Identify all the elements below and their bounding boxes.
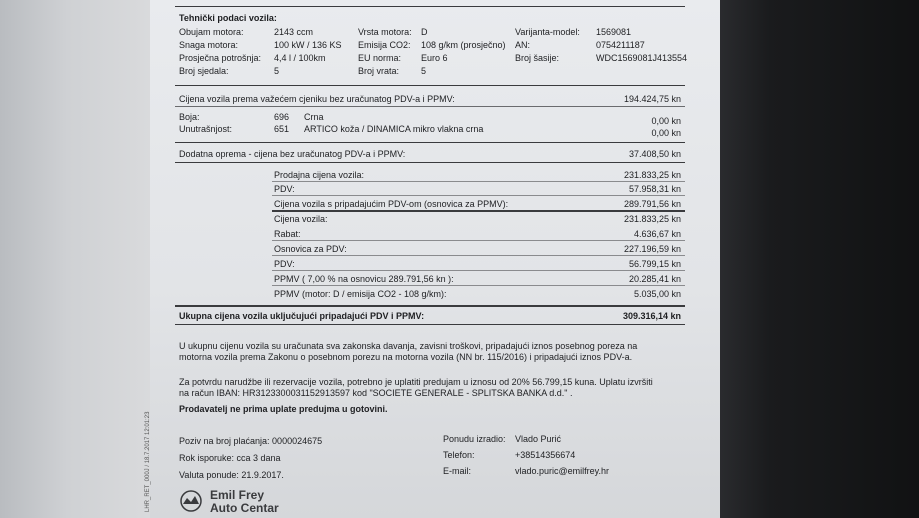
tech-label: AN: <box>515 40 531 50</box>
email-value[interactable]: vlado.puric@emilfrey.hr <box>515 466 609 476</box>
tech-value: Euro 6 <box>421 53 448 63</box>
price-line-label: PPMV ( 7,00 % na osnovicu 289.791,56 kn ): <box>274 274 454 284</box>
total-label: Ukupna cijena vozila uključujući pripadajući PDV i PPMV: <box>179 311 425 321</box>
tech-label: Prosječna potrošnja: <box>179 53 262 63</box>
tech-label: Vrsta motora: <box>358 27 412 37</box>
base-price-label: Cijena vozila prema važećem cjeniku bez uračunatog PDV-a i PPMV: <box>179 94 455 104</box>
interior-value: 0,00 kn <box>651 128 681 138</box>
divider <box>272 181 685 182</box>
price-line-label: PDV: <box>274 259 295 269</box>
emil-frey-logo-icon <box>179 489 203 513</box>
interior-code: 651 <box>274 124 290 134</box>
divider <box>175 106 685 107</box>
divider <box>272 270 685 271</box>
price-line-value: 231.833,25 kn <box>623 214 681 224</box>
divider <box>175 85 685 86</box>
price-line-value: 57.958,31 kn <box>628 184 681 194</box>
price-line-label: Rabat: <box>274 229 301 239</box>
note-deposit: Za potvrdu narudžbe ili rezervacije vozila, potrebno je uplatiti predujam u iznosu od 20% 56.799,15 kuna. Uplatu izvršiti na račun IBAN: HR3123300031152913597 kod "SOCIETE GENERALE - SPLITSKA BANKA d.d." . <box>179 377 653 398</box>
tech-label: Obujam motora: <box>179 27 244 37</box>
divider <box>272 255 685 256</box>
offer-author-value: Vlado Purić <box>515 434 562 444</box>
tech-value: 5 <box>274 66 280 76</box>
color-name: Crna <box>304 112 324 122</box>
price-line-value: 4.636,67 kn <box>633 229 681 239</box>
note-taxes: U ukupnu cijenu vozila su uračunata sva zakonska davanja, zavisni troškovi, pripadajući iznos posebnog poreza na motorna vozila prema Zakonu o posebnom porezu na motorna vozila (NN br. 115/2016) i pripadajući iznos PDV-a. <box>179 341 638 362</box>
tech-value: D <box>421 27 428 37</box>
price-line-value: 227.196,59 kn <box>623 244 681 254</box>
delivery-time: Rok isporuke: cca 3 dana <box>179 453 281 463</box>
price-line-label: Cijena vozila s pripadajućim PDV-om (osnovica za PPMV): <box>274 199 509 209</box>
color-code: 696 <box>274 112 290 122</box>
tech-value: 0754211187 <box>596 40 645 50</box>
tech-label: Snaga motora: <box>179 40 239 50</box>
payment-reference: Poziv na broj plaćanja: 0000024675 <box>179 436 323 446</box>
tech-value: 4,4 l / 100km <box>274 53 326 63</box>
divider <box>175 142 685 143</box>
tech-value: 2143 ccm <box>274 27 314 37</box>
divider <box>272 240 685 241</box>
tech-label: EU norma: <box>358 53 402 63</box>
brand-subtitle: Auto Centar <box>210 501 279 515</box>
interior-name: ARTICO koža / DINAMICA mikro vlakna crna <box>304 124 484 134</box>
price-line-value: 5.035,00 kn <box>633 289 681 299</box>
phone-label: Telefon: <box>443 450 475 460</box>
side-document-code: LHR_RET_000J / 18.7.2017 12:01:23 <box>145 411 151 512</box>
divider <box>272 195 685 196</box>
tech-label: Broj sjedala: <box>179 66 229 76</box>
divider <box>175 324 685 325</box>
brand-name: Emil Frey <box>210 488 265 502</box>
tech-label: Emisija CO2: <box>358 40 411 50</box>
tech-heading: Tehnički podaci vozila: <box>179 13 277 23</box>
tech-value: 108 g/km (prosječno) <box>421 40 506 50</box>
left-background <box>0 0 150 518</box>
tech-label: Broj šasije: <box>515 53 560 63</box>
offer-validity: Valuta ponude: 21.9.2017. <box>179 470 284 480</box>
top-divider <box>175 6 685 7</box>
price-line-label: Osnovica za PDV: <box>274 244 347 254</box>
divider <box>175 305 685 307</box>
note-no-cash: Prodavatelj ne prima uplate predujma u gotovini. <box>179 404 388 414</box>
price-line-label: PDV: <box>274 184 295 194</box>
interior-label: Unutrašnjost: <box>179 124 233 134</box>
color-label: Boja: <box>179 112 200 122</box>
phone-value: +38514356674 <box>515 450 576 460</box>
price-line-value: 289.791,56 kn <box>623 199 681 209</box>
price-line-label: PPMV (motor: D / emisija CO2 - 108 g/km): <box>274 289 447 299</box>
price-line-label: Cijena vozila: <box>274 214 328 224</box>
offer-author-label: Ponudu izradio: <box>443 434 506 444</box>
tech-value: 1569081 <box>596 27 632 37</box>
tech-value: WDC1569081J413554 <box>596 53 688 63</box>
tech-label: Varijanta-model: <box>515 27 580 37</box>
price-line-value: 56.799,15 kn <box>628 259 681 269</box>
right-background <box>720 0 919 518</box>
price-line-value: 231.833,25 kn <box>623 170 681 180</box>
tech-value: 100 kW / 136 KS <box>274 40 342 50</box>
tech-value: 5 <box>421 66 427 76</box>
base-price-value: 194.424,75 kn <box>623 94 681 104</box>
color-value: 0,00 kn <box>651 116 681 126</box>
email-label: E-mail: <box>443 466 472 476</box>
extra-equipment-label: Dodatna oprema - cijena bez uračunatog PDV-a i PPMV: <box>179 149 406 159</box>
price-line-value: 20.285,41 kn <box>628 274 681 284</box>
tech-label: Broj vrata: <box>358 66 400 76</box>
divider <box>175 162 685 163</box>
divider <box>272 210 685 212</box>
price-line-label: Prodajna cijena vozila: <box>274 170 365 180</box>
extra-equipment-value: 37.408,50 kn <box>628 149 681 159</box>
total-value: 309.316,14 kn <box>622 311 681 321</box>
divider <box>272 285 685 286</box>
